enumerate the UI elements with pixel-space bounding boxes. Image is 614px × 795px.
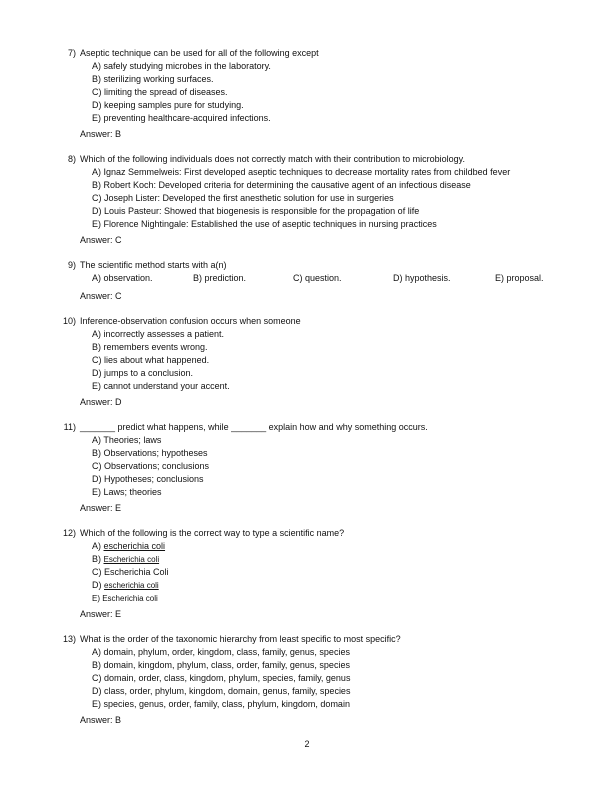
question-number: 11) [63, 422, 76, 432]
option-text: Escherichia coli [103, 555, 160, 564]
option-c: C) question. [293, 273, 342, 283]
option-letter: D) [92, 580, 104, 590]
option-d: D) class, order, phylum, kingdom, domain, genus, family, species [92, 686, 351, 696]
option-a [0, 540, 614, 553]
option-text: escherichia coli [104, 581, 159, 590]
answer-value: B [115, 715, 122, 725]
question-number: 13) [62, 634, 76, 644]
option-a: A) Theories; laws [92, 435, 162, 445]
question-text: What is the order of the taxonomic hierarchy from least specific to most specific? [80, 634, 401, 644]
answer-label: Answer: [80, 291, 113, 301]
option-c: C) Observations; conclusions [92, 461, 210, 471]
answer [0, 607, 614, 621]
option-b: B) prediction. [193, 273, 247, 283]
question-12 [0, 526, 614, 621]
answer-label: Answer: [80, 503, 113, 513]
option-b: B) sterilizing working surfaces. [92, 74, 214, 84]
answer-value: D [115, 397, 122, 407]
answer [0, 233, 614, 247]
question-text: _______ predict what happens, while _______ explain how and why something occurs. [80, 422, 428, 432]
answer [0, 127, 614, 141]
answer-label: Answer: [80, 609, 113, 619]
question-number: 7) [67, 48, 76, 58]
question-number: 8) [67, 154, 76, 164]
option-text: escherichia coli [103, 541, 166, 551]
question-text: Which of the following individuals does not correctly match with their contribution to microbiology. [80, 154, 466, 164]
answer-label: Answer: [80, 129, 113, 139]
option-e: E) Laws; theories [92, 487, 162, 497]
question-text: Inference-observation confusion occurs when someone [80, 316, 301, 326]
answer-label: Answer: [80, 235, 113, 245]
option-letter: B) [92, 554, 104, 564]
answer [0, 501, 614, 515]
option-a: A) observation. [92, 273, 153, 283]
question-text: Aseptic technique can be used for all of the following except [80, 48, 319, 58]
option-d [0, 579, 614, 592]
option-e: E) cannot understand your accent. [92, 381, 230, 391]
option-c: C) Joseph Lister: Developed the first anesthetic solution for use in surgeries [92, 193, 394, 203]
option-b: B) remembers events wrong. [92, 342, 208, 352]
answer-value: B [115, 129, 122, 139]
question-text: The scientific method starts with a(n) [80, 260, 227, 270]
option-c: C) limiting the spread of diseases. [92, 87, 228, 97]
option-d: D) Hypotheses; conclusions [92, 474, 204, 484]
answer [0, 713, 614, 727]
option-c: C) lies about what happened. [92, 355, 210, 365]
option-a: A) incorrectly assesses a patient. [92, 329, 225, 339]
question-text: Which of the following is the correct way to type a scientific name? [80, 528, 345, 538]
answer-value: E [115, 503, 122, 513]
answer-value: C [115, 235, 122, 245]
option-c: C) Escherichia Coli [92, 567, 169, 577]
option-e: E) Escherichia coli [92, 594, 158, 603]
option-e: E) species, genus, order, family, class, phylum, kingdom, domain [92, 699, 350, 709]
answer-value: E [115, 609, 122, 619]
question-9 [0, 258, 614, 303]
question-11 [0, 420, 614, 515]
option-b: B) Observations; hypotheses [92, 448, 208, 458]
option-d: D) jumps to a conclusion. [92, 368, 194, 378]
question-10 [0, 314, 614, 409]
option-b [0, 553, 614, 566]
option-b: B) Robert Koch: Developed criteria for determining the causative agent of an infectious disease [92, 180, 471, 190]
option-d: D) keeping samples pure for studying. [92, 100, 244, 110]
question-number: 12) [62, 528, 76, 538]
option-e: E) proposal. [495, 273, 544, 283]
option-e: E) Florence Nightingale: Established the use of aseptic techniques in nursing practices [92, 219, 437, 229]
option-a: A) Ignaz Semmelweis: First developed aseptic techniques to decrease mortality rates from childbed fever [92, 167, 511, 177]
answer [0, 289, 614, 303]
question-number: 9) [67, 260, 76, 270]
question-13 [0, 632, 614, 727]
answer-label: Answer: [80, 715, 113, 725]
option-a: A) safely studying microbes in the laboratory. [92, 61, 271, 71]
question-7 [0, 46, 614, 141]
option-a: A) domain, phylum, order, kingdom, class, family, genus, species [92, 647, 350, 657]
answer-value: C [115, 291, 122, 301]
answer-label: Answer: [80, 397, 113, 407]
option-d: D) Louis Pasteur: Showed that biogenesis is responsible for the propagation of life [92, 206, 420, 216]
option-b: B) domain, kingdom, phylum, class, order, family, genus, species [92, 660, 350, 670]
option-d: D) hypothesis. [393, 273, 451, 283]
answer [0, 395, 614, 409]
option-e: E) preventing healthcare-acquired infections. [92, 113, 271, 123]
question-8 [0, 152, 614, 247]
option-c: C) domain, order, class, kingdom, phylum, species, family, genus [92, 673, 351, 683]
option-letter: A) [92, 541, 104, 551]
page-number: 2 [304, 739, 310, 749]
question-number: 10) [62, 316, 76, 326]
